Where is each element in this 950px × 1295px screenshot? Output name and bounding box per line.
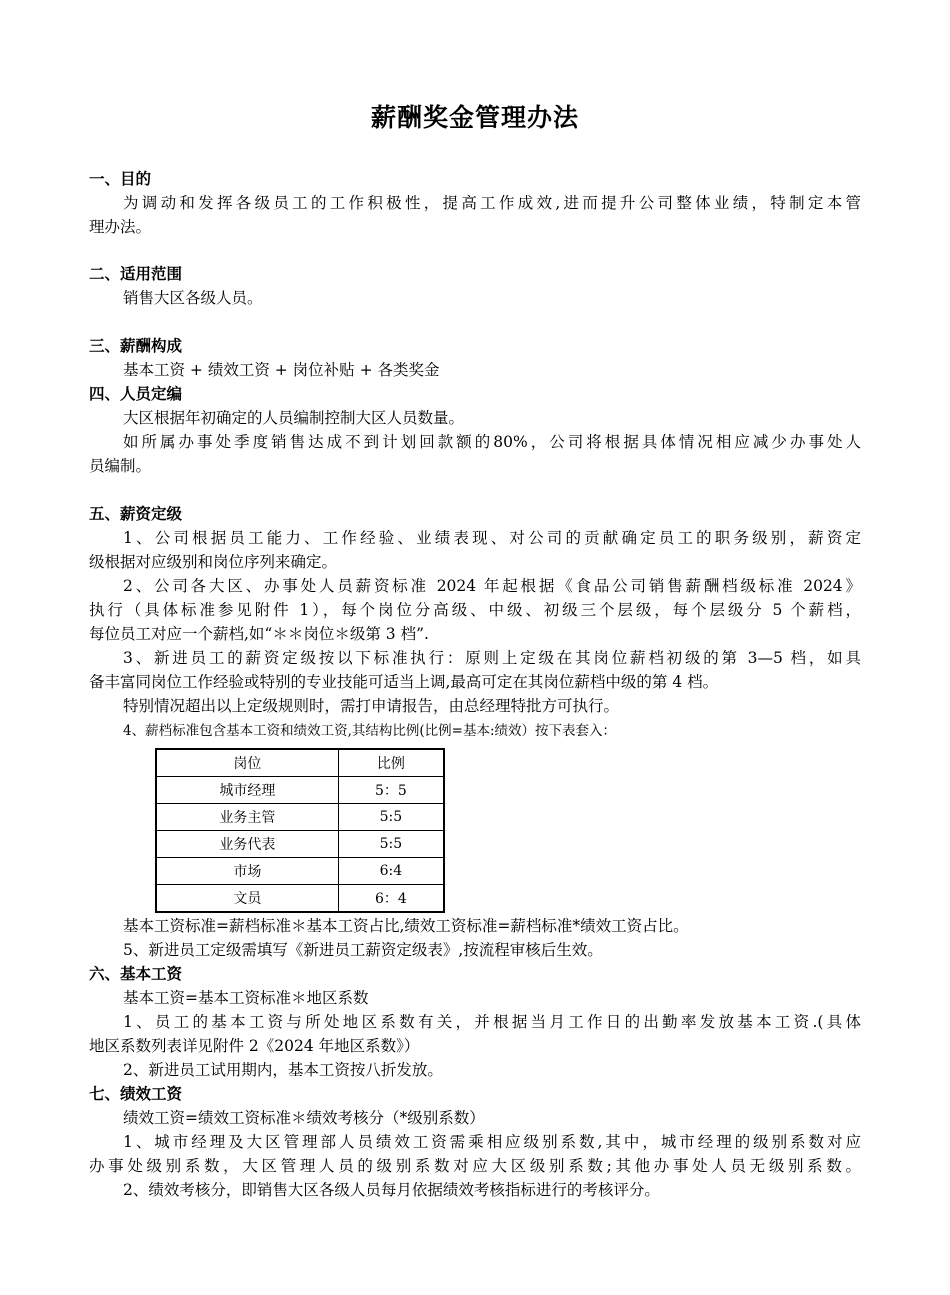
- table-header-cell: 岗位: [156, 749, 338, 777]
- paragraph-line: 4、薪档标准包含基本工资和绩效工资,其结构比例(比例=基本:绩效）按下表套入：: [123, 723, 617, 739]
- paragraph-line: 基本工资 + 绩效工资 + 岗位补贴 + 各类奖金: [123, 361, 440, 379]
- table-cell: 6：4: [338, 885, 444, 913]
- paragraph-line: 级根据对应级别和岗位序列来确定。: [89, 553, 338, 571]
- document-title: 薪酬奖金管理办法: [370, 103, 579, 132]
- paragraph-line: 为调动和发挥各级员工的工作积极性，提高工作成效,进而提升公司整体业绩，特制定本管: [123, 194, 861, 212]
- section-heading-grading: 五、薪资定级: [89, 505, 183, 523]
- paragraph-line: 备丰富同岗位工作经验或特别的专业技能可适当上调,最高可定在其岗位薪档中级的第 4 档。: [89, 673, 719, 691]
- table-cell: 5：5: [338, 777, 444, 804]
- paragraph-line: 1、公司根据员工能力、工作经验、业绩表现、对公司的贡献确定员工的职务级别，薪资定: [123, 529, 861, 547]
- paragraph-line: 执行（具体标准参见附件 1），每个岗位分高级、中级、初级三个层级，每个层级分 5 个薪档，: [89, 601, 861, 619]
- paragraph-line: 2、绩效考核分，即销售大区各级人员每月依据绩效考核指标进行的考核评分。: [123, 1181, 660, 1199]
- table-cell: 市场: [156, 858, 338, 885]
- paragraph-line: 绩效工资=绩效工资标准＊绩效考核分（*级别系数）: [123, 1109, 485, 1127]
- table-cell: 业务代表: [156, 831, 338, 858]
- paragraph-line: 3、新进员工的薪资定级按以下标准执行：原则上定级在其岗位薪档初级的第 3—5 档，如具: [123, 649, 861, 667]
- paragraph-line: 销售大区各级人员。: [123, 289, 263, 307]
- section-heading-base-salary: 六、基本工资: [89, 965, 183, 983]
- paragraph-line: 理办法。: [89, 218, 152, 236]
- paragraph-line: 1、城市经理及大区管理部人员绩效工资需乘相应级别系数,其中，城市经理的级别系数对应: [123, 1133, 861, 1151]
- paragraph-line: 如所属办事处季度销售达成不到计划回款额的80%，公司将根据具体情况相应减少办事处人: [123, 433, 861, 451]
- table-row: [156, 858, 444, 885]
- section-heading-purpose: 一、目的: [89, 170, 152, 188]
- section-heading-composition: 三、薪酬构成: [89, 337, 183, 355]
- table-cell: 6:4: [338, 858, 444, 885]
- paragraph-line: 5、新进员工定级需填写《新进员工薪资定级表》,按流程审核后生效。: [123, 941, 603, 959]
- table-row: [156, 777, 444, 804]
- table-header-row: [156, 749, 444, 777]
- paragraph-line: 2、新进员工试用期内，基本工资按八折发放。: [123, 1061, 443, 1079]
- paragraph-line: 每位员工对应一个薪档,如“＊＊岗位＊级第 3 档”.: [89, 625, 429, 643]
- table-cell: 文员: [156, 885, 338, 913]
- table-cell: 5:5: [338, 804, 444, 831]
- paragraph-line: 特别情况超出以上定级规则时，需打申请报告，由总经理特批方可执行。: [123, 697, 620, 715]
- paragraph-line: 员编制。: [89, 457, 152, 475]
- paragraph-line: 大区根据年初确定的人员编制控制大区人员数量。: [123, 409, 465, 427]
- section-heading-staffing: 四、人员定编: [89, 385, 183, 403]
- table-cell: 业务主管: [156, 804, 338, 831]
- table-row: [156, 831, 444, 858]
- table-cell: 城市经理: [156, 777, 338, 804]
- section-heading-scope: 二、适用范围: [89, 265, 183, 283]
- ratio-table: [155, 748, 445, 913]
- section-heading-performance: 七、绩效工资: [89, 1085, 183, 1103]
- paragraph-line: 地区系数列表详见附件 2《2024 年地区系数》）: [89, 1037, 420, 1055]
- paragraph-line: 1、员工的基本工资与所处地区系数有关，并根据当月工作日的出勤率发放基本工资.(具体: [123, 1013, 861, 1031]
- table-cell: 5:5: [338, 831, 444, 858]
- table-row: [156, 804, 444, 831]
- paragraph-line: 基本工资=基本工资标准＊地区系数: [123, 989, 369, 1007]
- paragraph-line: 办事处级别系数，大区管理人员的级别系数对应大区级别系数;其他办事处人员无级别系数。: [89, 1157, 861, 1175]
- paragraph-line: 2、公司各大区、办事处人员薪资标准 2024 年起根据《食品公司销售薪酬档级标准 2024》: [123, 577, 861, 595]
- table-header-cell: 比例: [338, 749, 444, 777]
- paragraph-line: 基本工资标准=薪档标准＊基本工资占比,绩效工资标准=薪档标准*绩效工资占比。: [123, 917, 689, 935]
- table-row: [156, 885, 444, 913]
